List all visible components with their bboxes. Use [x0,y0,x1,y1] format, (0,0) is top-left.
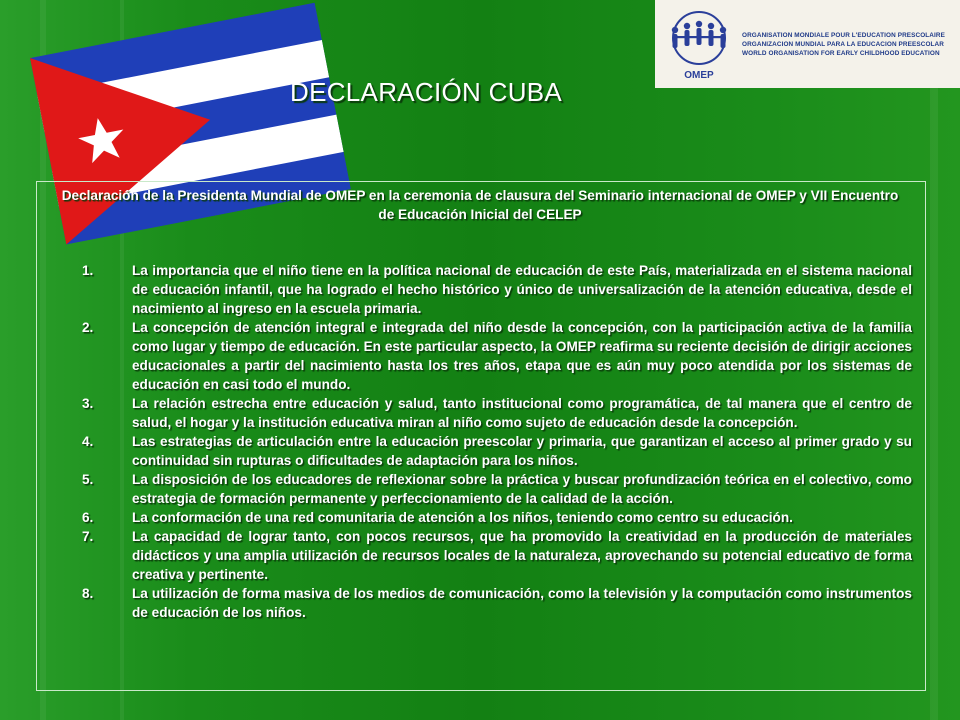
item-text: La disposición de los educadores de reflexionar sobre la práctica y buscar profundización teórica en el colectivo, como estrategia de formación permanente y perfeccionamiento de la calidad de la acción. [132,472,912,506]
item-text: La capacidad de lograr tanto, con pocos recursos, que ha promovido la creatividad en la producción de materiales didácticos y una amplia utilización de recursos locales de la naturaleza, aprovechando su potencial educativo de forma creativa y pertinente. [132,529,912,582]
declaration-list [82,261,912,622]
item-number: 2. [82,320,94,335]
list-item [82,318,912,394]
item-text: La relación estrecha entre educación y salud, tanto institucional como programática, de tal manera que el centro de salud, el hogar y la institución educativa miran al niño como sujeto de educación desde la concepción. [132,396,912,430]
item-text: La utilización de forma masiva de los medios de comunicación, como la televisión y la computación como instrumentos de educación de los niños. [132,586,912,620]
logo-line: ORGANIZACION MUNDIAL PARA LA EDUCACION PREESCOLAR [742,40,944,48]
item-text: La importancia que el niño tiene en la política nacional de educación de este País, materializada en el sistema nacional de educación infantil, que ha logrado el hecho histórico y único de universalización de la atención educativa, desde el nacimiento al ingreso en la escuela primaria. [132,263,912,316]
omep-logo [655,0,960,88]
item-number: 7. [82,529,94,544]
list-item [82,584,912,622]
page-title: DECLARACIÓN CUBA [290,77,563,107]
item-number: 8. [82,586,94,601]
item-text: La conformación de una red comunitaria de atención a los niños, teniendo como centro su educación. [132,510,793,525]
item-number: 3. [82,396,94,411]
item-number: 5. [82,472,94,487]
logo-name: OMEP [684,70,714,81]
logo-text [742,31,945,58]
item-number: 6. [82,510,94,525]
children-globe-icon [659,4,739,84]
item-text: La concepción de atención integral e integrada del niño desde la concepción, con la participación activa de la familia como lugar y tiempo de educación. En este particular aspecto, la OMEP reafirma su reciente decisión de dirigir acciones educacionales a partir del nacimiento hasta los tres años, etapa que es aún muy poco atendida por los sistemas de educación en casi todo el mundo. [132,320,912,392]
logo-line: ORGANISATION MONDIALE POUR L'EDUCATION PRESCOLAIRE [742,31,945,39]
list-item [82,527,912,584]
item-number: 1. [82,263,94,278]
subtitle: Declaración de la Presidenta Mundial de OMEP en la ceremonia de clausura del Seminario internacional de OMEP y VII Encuentro de Educación Inicial del CELEP [61,188,899,222]
item-number: 4. [82,434,94,449]
logo-line: WORLD ORGANISATION FOR EARLY CHILDHOOD EDUCATION [742,49,940,57]
list-item [82,394,912,432]
background-stripe [930,0,938,720]
item-text: Las estrategias de articulación entre la educación preescolar y primaria, que garantizan el acceso al primer grado y su continuidad sin rupturas o dificultades de adaptación para los niños. [132,434,912,468]
list-item [82,508,912,527]
list-item [82,470,912,508]
list-item [82,261,912,318]
list-item [82,432,912,470]
